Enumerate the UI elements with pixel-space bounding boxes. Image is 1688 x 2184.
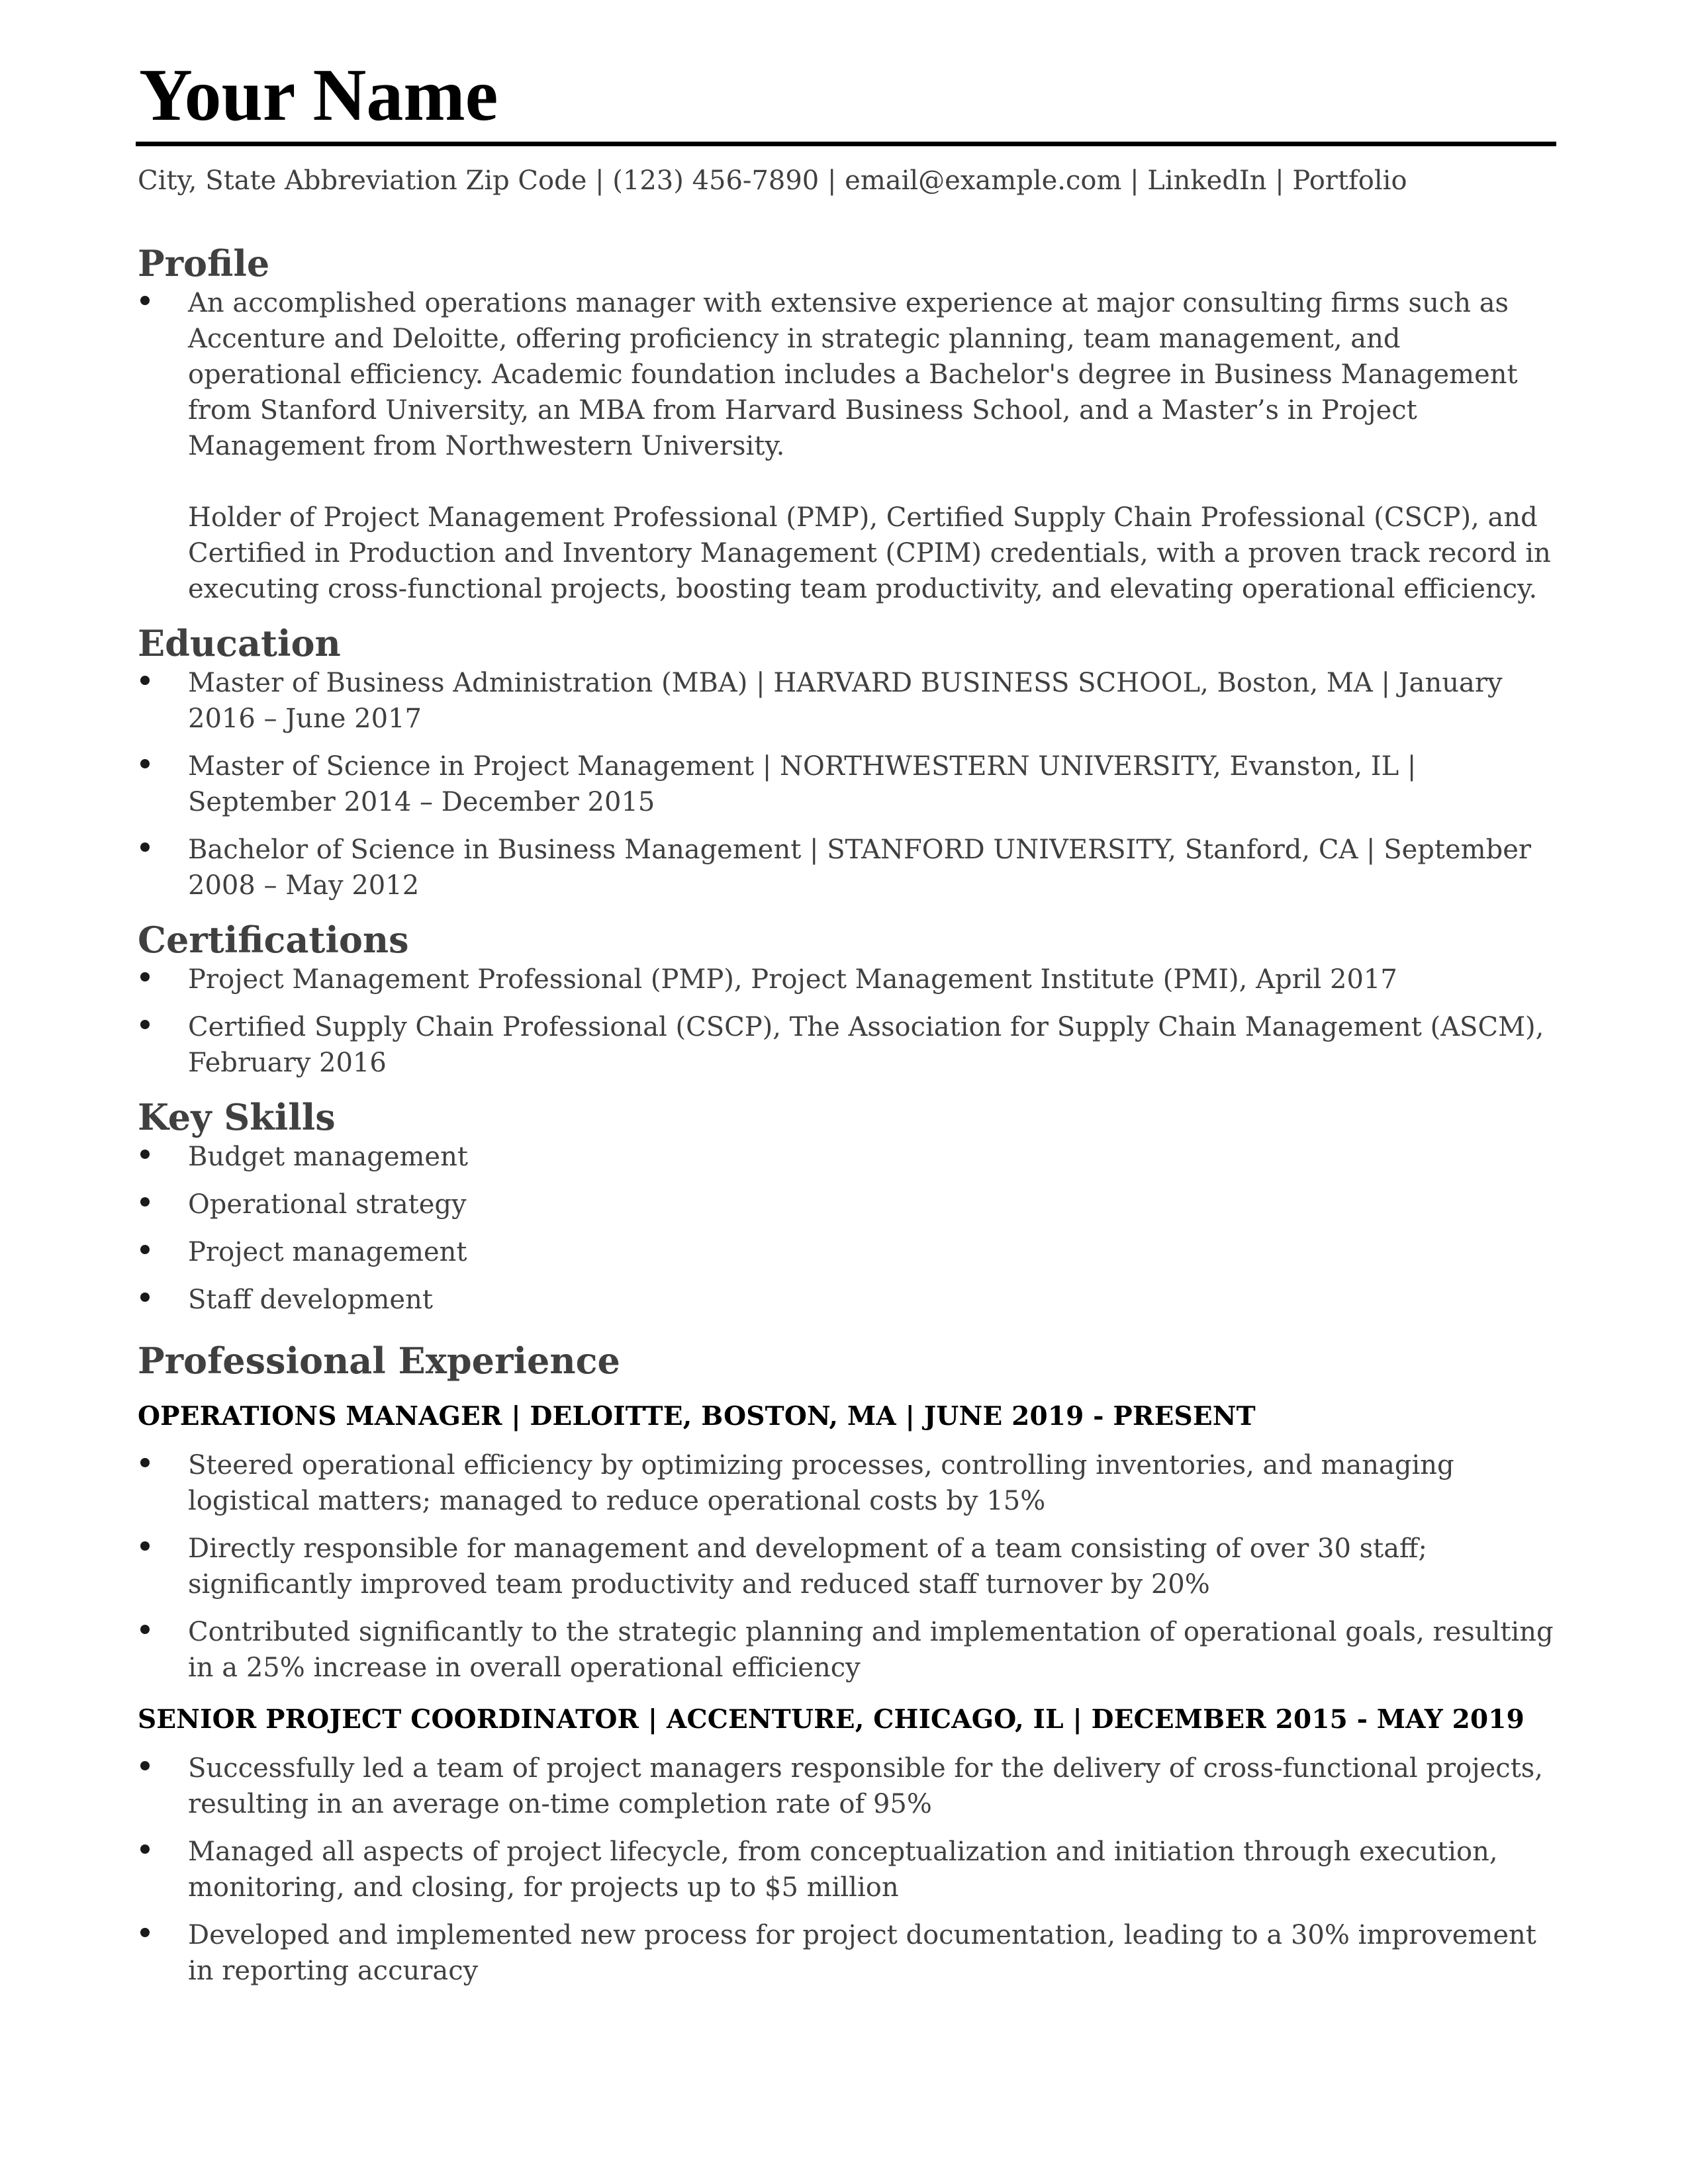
- job-bullets: [138, 1447, 1554, 1686]
- education-item-text: Master of Business Administration (MBA) | HARVARD BUSINESS SCHOOL, Boston, MA | January 2016 – June 2017: [188, 668, 1503, 734]
- profile-title: Profile: [138, 242, 270, 285]
- skill-item-text: Budget management: [188, 1142, 468, 1172]
- bullet-icon: [140, 1625, 150, 1634]
- job-bullet: [138, 1447, 1554, 1519]
- experience-section: [138, 1340, 1554, 1989]
- certifications-section: [138, 919, 1554, 1081]
- skill-item-text: Staff development: [188, 1285, 433, 1315]
- bullet-icon: [140, 759, 150, 768]
- education-section: [138, 623, 1554, 903]
- job-bullet-text: Contributed significantly to the strategic planning and implementation of operational goals, resulting in a 25% increase in overall operational efficiency: [188, 1617, 1554, 1683]
- job-bullet-text: Developed and implemented new process for project documentation, leading to a 30% improvement in reporting accuracy: [188, 1920, 1536, 1986]
- bullet-icon: [140, 1928, 150, 1937]
- skill-item-text: Operational strategy: [188, 1189, 467, 1220]
- job-heading: SENIOR PROJECT COORDINATOR | ACCENTURE, CHICAGO, IL | DECEMBER 2015 - MAY 2019: [138, 1704, 1524, 1735]
- skill-item: [138, 1139, 1554, 1175]
- education-item: [138, 665, 1554, 737]
- skills-list: [138, 1139, 1554, 1318]
- header-divider: [136, 142, 1556, 146]
- profile-paragraph-1: An accomplished operations manager with extensive experience at major consulting firms such as Accenture and Deloitte, offering proficiency in strategic planning, team management, and operational efficiency. Academic foundation includes a Bachelor's degree in Business Management from Stanford University, an MBA from Harvard Business School, and a Master’s in Project Management from Northwestern University.: [188, 288, 1518, 461]
- job-bullet: [138, 1531, 1554, 1602]
- education-item-text: Master of Science in Project Management | NORTHWESTERN UNIVERSITY, Evanston, IL | September 2014 – December 2015: [188, 751, 1417, 817]
- skills-section: [138, 1097, 1554, 1318]
- bullet-icon: [140, 842, 150, 852]
- profile-section: [138, 243, 1554, 607]
- certification-item: [138, 1009, 1554, 1081]
- job-bullet-text: Successfully led a team of project managers responsible for the delivery of cross-functional projects, resulting in an average on-time completion rate of 95%: [188, 1753, 1544, 1819]
- bullet-icon: [140, 1245, 150, 1254]
- profile-item: [138, 285, 1554, 607]
- bullet-icon: [140, 1458, 150, 1467]
- education-title: Education: [138, 622, 341, 664]
- bullet-icon: [140, 972, 150, 981]
- bullet-icon: [140, 296, 150, 305]
- skill-item: [138, 1234, 1554, 1270]
- certification-item-text: Certified Supply Chain Professional (CSCP), The Association for Supply Chain Management (ASCM), February 2016: [188, 1012, 1544, 1078]
- education-list: [138, 665, 1554, 903]
- profile-paragraph-2: Holder of Project Management Professional (PMP), Certified Supply Chain Professional (CSCP), and Certified in Production and Inventory Management (CPIM) credentials, with a proven track record in executing cross-functional projects, boosting team productivity, and elevating operational efficiency.: [188, 502, 1551, 604]
- job-heading: OPERATIONS MANAGER | DELOITTE, BOSTON, MA | JUNE 2019 - PRESENT: [138, 1401, 1256, 1432]
- skill-item: [138, 1282, 1554, 1318]
- education-item: [138, 749, 1554, 820]
- skill-item: [138, 1187, 1554, 1222]
- paragraph-spacer: [188, 464, 1554, 500]
- candidate-name: Your Name: [139, 54, 498, 136]
- bullet-icon: [140, 1761, 150, 1770]
- bullet-icon: [140, 1197, 150, 1206]
- skills-title: Key Skills: [138, 1096, 336, 1138]
- job-bullet: [138, 1614, 1554, 1686]
- bullet-icon: [140, 1150, 150, 1159]
- job-bullet-text: Managed all aspects of project lifecycle, from conceptualization and initiation through execution, monitoring, and closing, for projects up to $5 million: [188, 1837, 1498, 1903]
- certification-item: [138, 962, 1554, 997]
- bullet-icon: [140, 1020, 150, 1029]
- bullet-icon: [140, 1293, 150, 1302]
- bullet-icon: [140, 676, 150, 685]
- certifications-title: Certifications: [138, 919, 409, 961]
- contact-line: City, State Abbreviation Zip Code | (123) 456-7890 | email@example.com | LinkedIn | Portfolio: [138, 165, 1407, 196]
- experience-title: Professional Experience: [138, 1340, 620, 1382]
- certification-item-text: Project Management Professional (PMP), Project Management Institute (PMI), April 2017: [188, 964, 1397, 995]
- job-bullet: [138, 1917, 1554, 1989]
- skill-item-text: Project management: [188, 1237, 467, 1267]
- bullet-icon: [140, 1541, 150, 1551]
- resume-page: [138, 53, 1554, 1989]
- job-bullet-text: Directly responsible for management and development of a team consisting of over 30 staff; significantly improved team productivity and reduced staff turnover by 20%: [188, 1533, 1427, 1600]
- education-item-text: Bachelor of Science in Business Management | STANFORD UNIVERSITY, Stanford, CA | September 2008 – May 2012: [188, 835, 1531, 901]
- education-item: [138, 832, 1554, 903]
- job-bullet-text: Steered operational efficiency by optimizing processes, controlling inventories, and managing logistical matters; managed to reduce operational costs by 15%: [188, 1450, 1454, 1516]
- bullet-icon: [140, 1844, 150, 1854]
- job-bullet: [138, 1834, 1554, 1905]
- job-bullet: [138, 1751, 1554, 1822]
- certifications-list: [138, 962, 1554, 1081]
- job-bullets: [138, 1751, 1554, 1989]
- profile-list: [138, 285, 1554, 607]
